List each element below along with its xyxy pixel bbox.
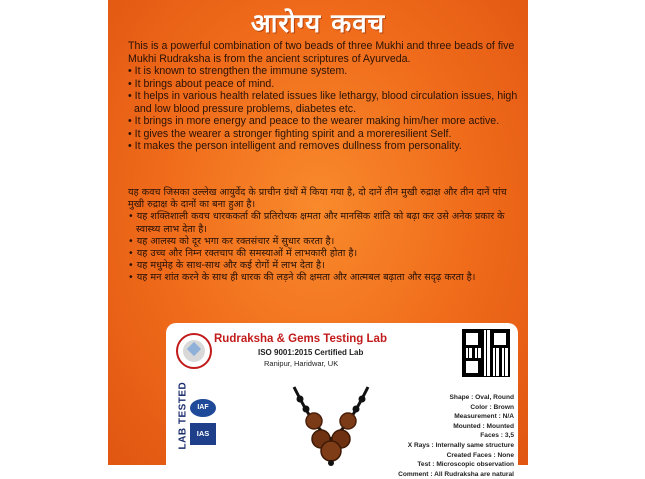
product-card: [108, 0, 528, 478]
lab-location: Ranipur, Haridwar, UK: [264, 359, 339, 368]
spec-row: Comment : All Rudraksha are natural: [398, 470, 514, 478]
spec-row: Mounted : Mounted: [453, 422, 514, 430]
hindi-point: • यह आलस्य को दूर भगा कर रक्तसंचार में सुधार करता है।: [128, 235, 335, 247]
english-point: • It brings about peace of mind.: [128, 77, 275, 90]
ias-badge: IAS: [190, 423, 216, 445]
spec-row: Shape : Oval, Round: [449, 394, 514, 401]
english-point: • It is known to strengthen the immune system.: [128, 65, 348, 77]
rudraksha-beads-image: [276, 381, 386, 465]
spec-row: Measurement : N/A: [454, 413, 514, 421]
hindi-point: • यह मन शांत करने के साथ ही धारक की लड़ने की क्षमता और आत्मबल बढ़ाता और सदृढ़ करता है।: [128, 272, 476, 284]
lab-certificate: [166, 323, 518, 478]
qr-code-icon: [462, 329, 510, 377]
english-point: • It brings in more energy and peace to the wearer making him/her more active.: [128, 115, 500, 127]
lab-name: Rudraksha & Gems Testing Lab: [214, 333, 387, 345]
lab-logo-icon: [176, 333, 212, 369]
hindi-point: • यह शक्तिशाली कवच धारककर्ता की प्रतिरोधक क्षमता और मानसिक शांति को बढ़ा कर उसे अनेक प्रकार के स्वास्थ्य लाभ देता है।: [128, 211, 505, 235]
hindi-point: • यह उच्च और निम्न रक्तचाप की समस्याओं में लाभकारी होता है।: [128, 248, 358, 260]
english-description: [128, 40, 520, 153]
english-intro: This is a powerful combination of two beads of three Mukhi and three beads of five Mukhi Rudraksha is from the ancient scriptures of Ayurveda.: [128, 40, 515, 65]
page-title: आरोग्य कवच: [250, 9, 386, 39]
lab-iso: ISO 9001:2015 Certified Lab: [258, 348, 364, 357]
english-point: • It makes the person intelligent and removes dullness from personality.: [128, 140, 462, 152]
spec-row: Faces : 3,5: [480, 432, 514, 440]
hindi-intro: यह कवच जिसका उल्लेख आयुर्वेद के प्राचीन ग्रंथों में किया गया है, दो दानें तीन मुखी रुद्राक्ष और तीन दानें पांच मुखी रुद्राक्ष के दानों का बना हुआ है।: [128, 187, 507, 211]
iaf-badge: IAF: [190, 399, 216, 417]
bead-specifications: [390, 393, 514, 479]
spec-row: Test : Microscopic observation: [417, 461, 514, 469]
english-point: • It helps in various health related issues like lethargy, blood circulation issues, high and low blood pressure problems, diabetes etc.: [128, 90, 518, 115]
spec-row: Color : Brown: [470, 403, 514, 411]
spec-row: X Rays : Internally same structure: [407, 441, 514, 449]
spec-row: Created Faces : None: [446, 451, 514, 459]
english-point: • It gives the wearer a stronger fighting spirit and a moreresilient Self.: [128, 127, 452, 140]
hindi-description: [128, 187, 520, 285]
hindi-point: • यह मधुमेह के साथ-साथ और कई रोगों में लाभ देता है।: [128, 260, 325, 272]
lab-tested-label: LAB TESTED: [177, 381, 189, 450]
